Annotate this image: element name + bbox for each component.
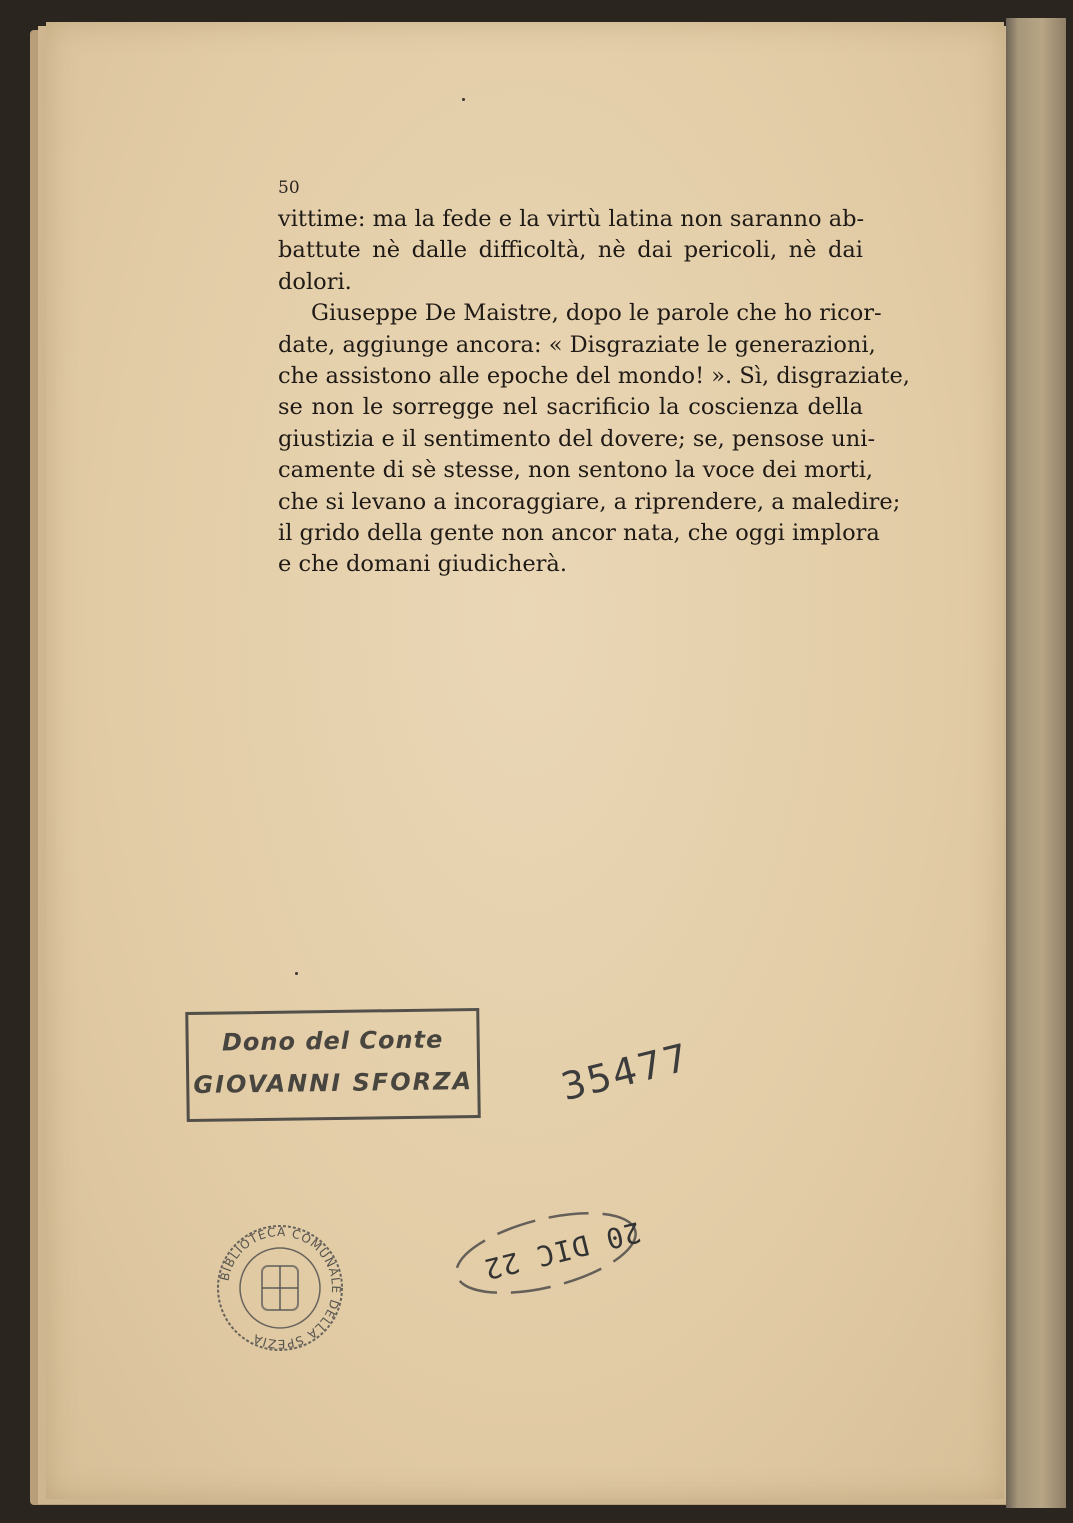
body-text <box>278 204 910 581</box>
text-line: battute nè dalle difficoltà, nè dai pericoli, nè dai <box>278 237 863 264</box>
donation-stamp-line2: GIOVANNI SFORZA <box>193 1067 474 1099</box>
text-line: Giuseppe De Maistre, dopo le parole che ho ricor- <box>311 300 882 327</box>
text-line: il grido della gente non ancor nata, che oggi implora <box>278 520 880 547</box>
text-line: giustizia e il sentimento del dovere; se, pensose uni- <box>278 425 876 452</box>
text-line: che assistono alle epoche del mondo! ». Sì, disgraziate, <box>278 363 910 390</box>
library-seal-stamp <box>214 1222 346 1354</box>
donation-stamp-line1: Dono del Conte <box>221 1025 444 1057</box>
ink-speck <box>295 972 298 975</box>
donation-stamp <box>185 1008 481 1122</box>
inventory-number: 35477 <box>556 1034 695 1110</box>
binding-edge <box>1006 18 1066 1508</box>
date-stamp-text: 20 DIC 22 <box>480 1215 645 1286</box>
text-line: che si levano a incoraggiare, a riprendere, a maledire; <box>278 488 901 515</box>
text-line: dolori. <box>278 268 352 295</box>
ink-speck <box>462 98 465 101</box>
paragraph-1 <box>278 204 863 298</box>
paragraph-2 <box>278 298 910 581</box>
text-line: vittime: ma la fede e la virtù latina non saranno ab- <box>278 206 865 232</box>
text-line: e che domani giudicherà. <box>278 551 567 578</box>
page-number: 50 <box>278 178 300 198</box>
text-line: date, aggiunge ancora: « Disgraziate le generazioni, <box>278 331 876 358</box>
text-line: se non le sorregge nel sacrificio la coscienza della <box>278 394 863 421</box>
library-seal-text: BIBLIOTECA COMUNALE DELLA SPEZIA <box>217 1224 344 1352</box>
text-line: camente di sè stesse, non sentono la voce dei morti, <box>278 457 874 484</box>
